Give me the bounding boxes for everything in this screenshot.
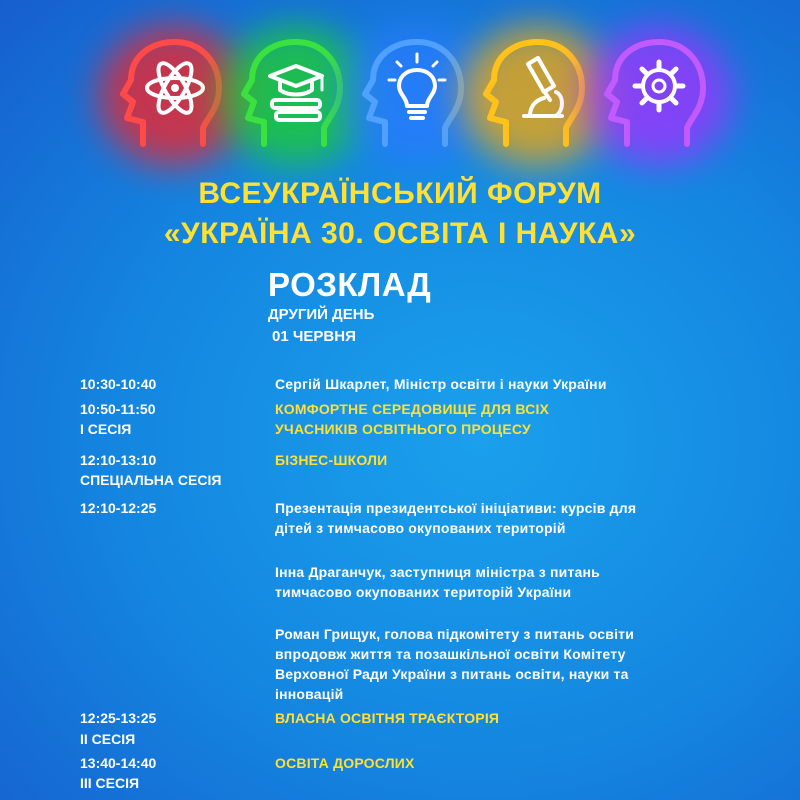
row-session: ІІ СЕСІЯ bbox=[80, 731, 136, 747]
lightbulb-head-icon bbox=[355, 36, 471, 154]
row-text: інновацій bbox=[275, 686, 344, 702]
schedule-date: 01 ЧЕРВНЯ bbox=[272, 328, 356, 345]
row-time: 12:10-12:25 bbox=[80, 500, 157, 516]
schedule-heading: РОЗКЛАД bbox=[268, 266, 432, 303]
row-topic: ВЛАСНА ОСВІТНЯ ТРАЄКТОРІЯ bbox=[275, 710, 500, 726]
schedule-day: ДРУГИЙ ДЕНЬ bbox=[268, 306, 375, 323]
row-text: впродовж життя та позашкільної освіти Комітету bbox=[275, 646, 626, 662]
microscope-head-icon bbox=[476, 36, 592, 154]
row-topic: ОСВІТА ДОРОСЛИХ bbox=[275, 755, 415, 771]
row-topic: БІЗНЕС-ШКОЛИ bbox=[275, 452, 388, 468]
forum-title-line-2: «УКРАЇНА 30. ОСВІТА І НАУКА» bbox=[163, 217, 637, 250]
atom-head-icon bbox=[113, 36, 229, 154]
gear-head-icon bbox=[597, 36, 713, 154]
row-topic: КОМФОРТНЕ СЕРЕДОВИЩЕ ДЛЯ ВСІХ bbox=[275, 401, 550, 417]
row-text: Верховної Ради України з питань освіти, науки та bbox=[275, 666, 629, 682]
row-time: 10:50-11:50 bbox=[80, 401, 156, 417]
header-icons bbox=[0, 0, 800, 170]
row-session: СПЕЦІАЛЬНА СЕСІЯ bbox=[80, 472, 222, 488]
row-time: 12:25-13:25 bbox=[80, 710, 157, 726]
row-text: Інна Драганчук, заступниця міністра з питань bbox=[275, 564, 600, 580]
row-text: дітей з тимчасово окупованих територій bbox=[275, 520, 566, 536]
row-time: 13:40-14:40 bbox=[80, 755, 157, 771]
row-text: Роман Грищук, голова підкомітету з питань освіти bbox=[275, 626, 635, 642]
row-topic: УЧАСНИКІВ ОСВІТНЬОГО ПРОЦЕСУ bbox=[275, 421, 531, 437]
graduation-cap-head-icon bbox=[234, 36, 350, 154]
row-text: Сергій Шкарлет, Міністр освіти і науки України bbox=[275, 376, 607, 392]
row-text: Презентація президентської ініціативи: курсів для bbox=[275, 500, 637, 516]
row-time: 10:30-10:40 bbox=[80, 376, 157, 392]
forum-title-line-1: ВСЕУКРАЇНСЬКИЙ ФОРУМ bbox=[198, 177, 602, 210]
row-session: І СЕСІЯ bbox=[80, 421, 132, 437]
row-time: 12:10-13:10 bbox=[80, 452, 157, 468]
row-text: тимчасово окупованих територій України bbox=[275, 584, 572, 600]
row-session: ІІІ СЕСІЯ bbox=[80, 775, 140, 791]
